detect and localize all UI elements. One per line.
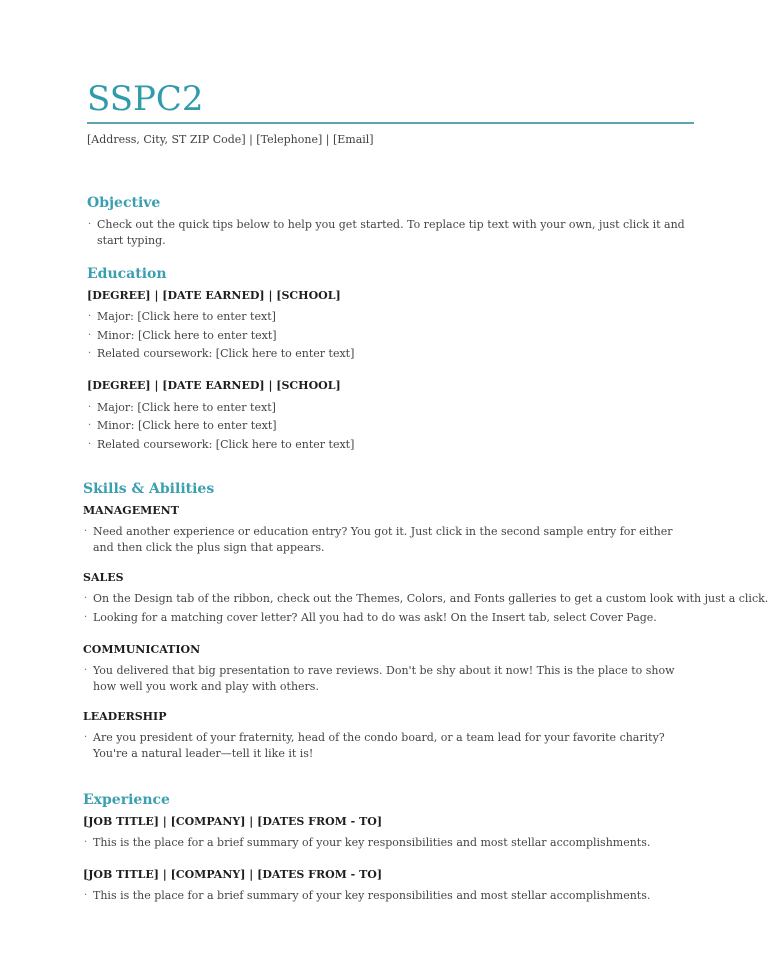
education-item[interactable]: · Minor: [Click here to enter text] (88, 419, 277, 432)
skill-item[interactable]: · You delivered that big presentation to rave reviews. Don't be shy about it now! This is the place to show how well you work and play with others. (84, 664, 675, 693)
skill-item[interactable]: · Need another experience or education entry? You got it. Just click in the second sample entry for either and then click the plus sign that appears. (84, 525, 673, 554)
bullet-icon: · (84, 837, 88, 848)
education-item[interactable]: · Related coursework: [Click here to enter text] (88, 347, 355, 360)
skill-item[interactable]: · On the Design tab of the ribbon, check out the Themes, Colors, and Fonts galleries to get a custom look with just a click. (84, 592, 769, 605)
bullet-icon: · (84, 732, 88, 743)
bullet-icon: · (88, 439, 92, 450)
education-item[interactable]: · Major: [Click here to enter text] (88, 401, 276, 414)
education-item[interactable]: · Related coursework: [Click here to enter text] (88, 438, 355, 451)
bullet-icon: · (88, 311, 92, 322)
experience-entry-title[interactable]: [JOB TITLE] | [COMPANY] | [DATES FROM - TO] (83, 815, 383, 828)
experience-item[interactable]: · This is the place for a brief summary of your key responsibilities and most stellar accomplishments. (84, 889, 651, 902)
skills-heading: Skills & Abilities (83, 481, 215, 497)
skill-item[interactable]: · Looking for a matching cover letter? All you had to do was ask! On the Insert tab, select Cover Page. (84, 611, 657, 624)
bullet-icon: · (88, 420, 92, 431)
experience-item[interactable]: · This is the place for a brief summary of your key responsibilities and most stellar accomplishments. (84, 836, 651, 849)
skill-group-title[interactable]: LEADERSHIP (83, 710, 167, 723)
contact-line[interactable]: [Address, City, ST ZIP Code] | [Telephone] | [Email] (87, 133, 374, 146)
experience-heading: Experience (83, 792, 170, 808)
bullet-icon: · (84, 526, 88, 537)
experience-entry-title[interactable]: [JOB TITLE] | [COMPANY] | [DATES FROM - TO] (83, 868, 383, 881)
education-item[interactable]: · Minor: [Click here to enter text] (88, 329, 277, 342)
skill-group-title[interactable]: MANAGEMENT (83, 504, 179, 517)
education-heading: Education (87, 266, 167, 282)
skill-group-title[interactable]: COMMUNICATION (83, 643, 201, 656)
objective-item[interactable]: · Check out the quick tips below to help you get started. To replace tip text with your own, just click it and start typing. (88, 218, 685, 247)
bullet-icon: · (84, 665, 88, 676)
education-entry-title[interactable]: [DEGREE] | [DATE EARNED] | [SCHOOL] (87, 289, 341, 302)
bullet-icon: · (84, 612, 88, 623)
bullet-icon: · (88, 402, 92, 413)
bullet-icon: · (88, 219, 92, 230)
header-rule (87, 122, 694, 124)
education-entry-title[interactable]: [DEGREE] | [DATE EARNED] | [SCHOOL] (87, 379, 341, 392)
bullet-icon: · (84, 890, 88, 901)
bullet-icon: · (88, 330, 92, 341)
skill-group-title[interactable]: SALES (83, 571, 124, 584)
bullet-icon: · (88, 348, 92, 359)
bullet-icon: · (84, 593, 88, 604)
objective-heading: Objective (87, 195, 161, 211)
education-item[interactable]: · Major: [Click here to enter text] (88, 310, 276, 323)
resume-name[interactable]: SSPC2 (87, 79, 204, 119)
skill-item[interactable]: · Are you president of your fraternity, head of the condo board, or a team lead for your favorite charity? You're a natural leader—tell it like it is! (84, 731, 665, 760)
